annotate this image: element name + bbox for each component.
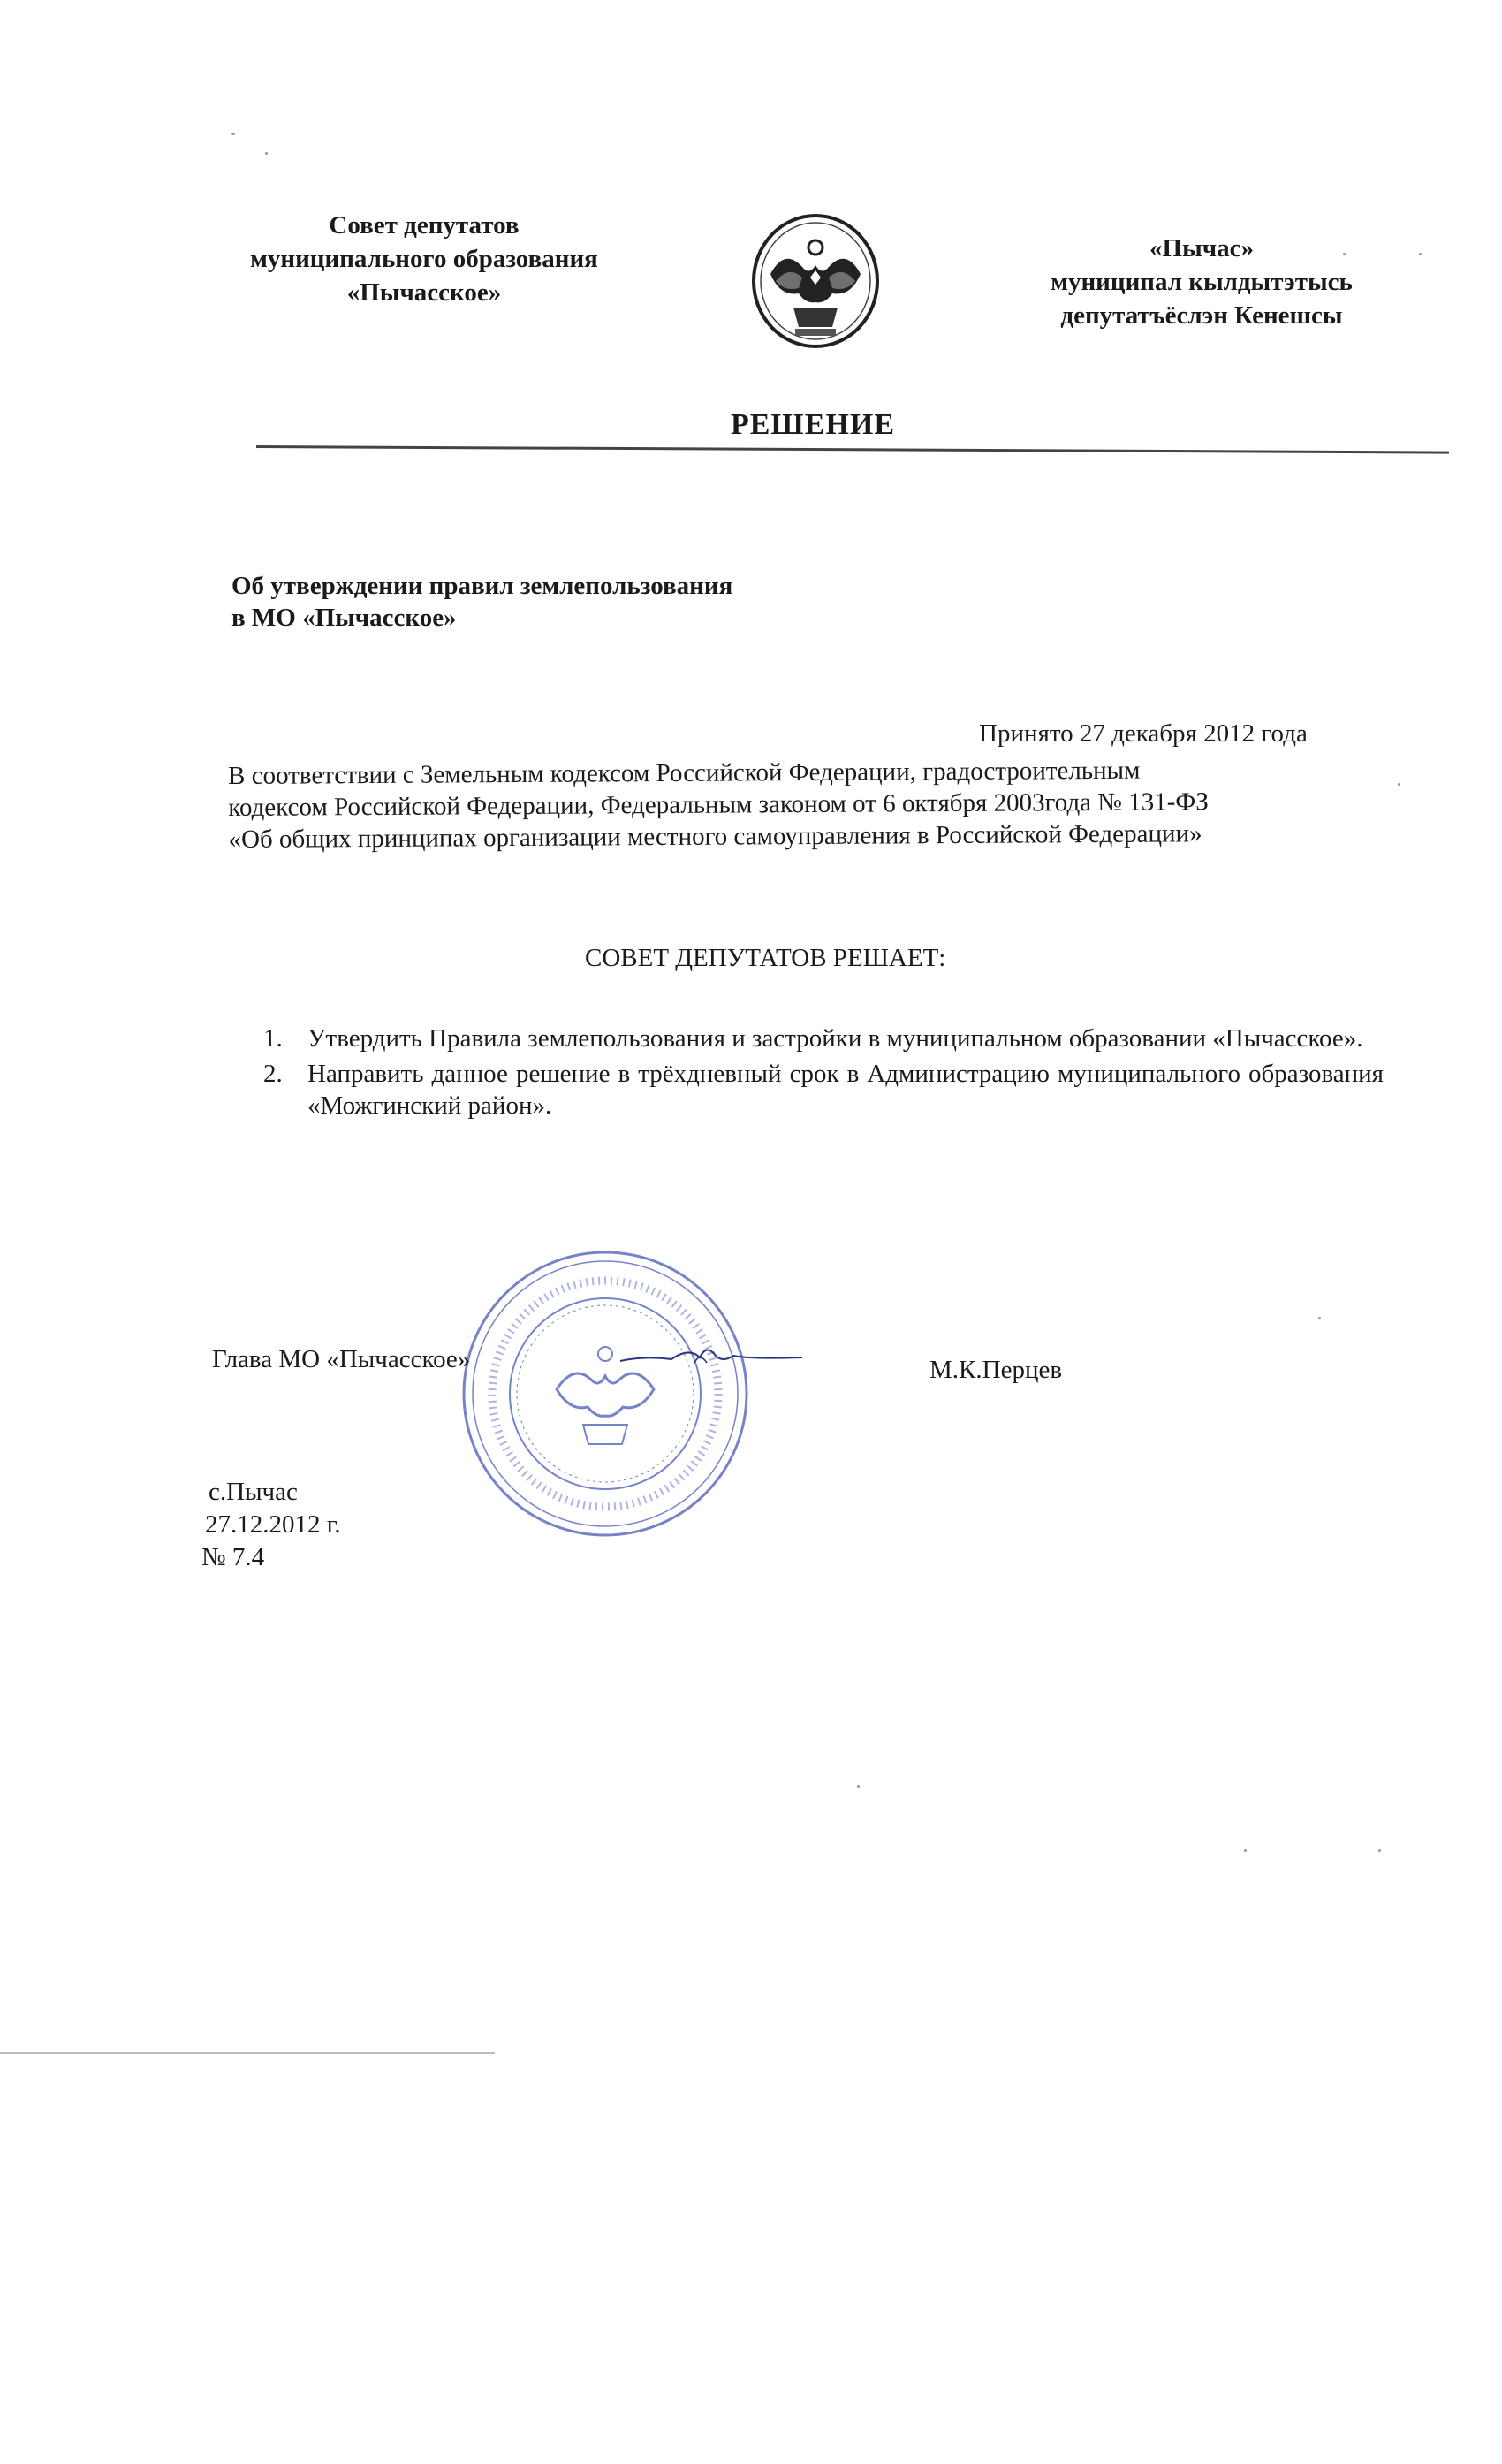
header-right-line: муниципал кылдытэтысь [1051, 268, 1353, 296]
scan-speck [231, 133, 235, 135]
handwritten-signature [618, 1336, 804, 1372]
resolve-heading: СОВЕТ ДЕПУТАТОВ РЕШАЕТ: [585, 944, 946, 972]
decision-item [263, 1023, 1384, 1054]
decision-list [263, 1023, 1384, 1125]
preamble-line: «Об общих принципах организации местного самоуправления в Российской Федерации» [228, 819, 1202, 854]
document-title: РЕШЕНИЕ [730, 408, 896, 441]
scan-speck [1343, 253, 1346, 255]
header-left-line: муниципального образования [250, 245, 598, 273]
document-subject [231, 570, 938, 634]
decision-number: 1. [263, 1024, 283, 1053]
header-rule [256, 445, 1449, 454]
adopted-date: Принято 27 декабря 2012 года [979, 719, 1308, 748]
header-left-line: «Пычасское» [346, 278, 502, 307]
scan-edge-line [0, 2052, 495, 2054]
header-right [998, 232, 1405, 332]
udmurtia-coat-of-arms-icon [740, 212, 891, 352]
footer-number: № 7.4 [201, 1543, 265, 1571]
preamble-line: В соответствии с Земельным кодексом Российской Федерации, градостроительным [228, 756, 1141, 790]
subject-line: в МО «Пычасское» [231, 604, 457, 632]
footer-date: 27.12.2012 г. [205, 1510, 341, 1539]
footer-place: с.Пычас [209, 1478, 298, 1506]
decision-number: 2. [263, 1060, 283, 1088]
preamble [228, 753, 1377, 856]
header-left [212, 209, 636, 309]
decision-item [263, 1058, 1384, 1122]
preamble-line: кодексом Российской Федерации, Федеральным законом от 6 октября 2003года № 131-ФЗ [228, 787, 1209, 822]
scan-speck [265, 152, 268, 155]
scan-speck [1419, 253, 1422, 255]
scan-speck [857, 1785, 860, 1788]
subject-line: Об утверждении правил землепользования [231, 572, 733, 600]
scan-speck [1378, 1849, 1381, 1852]
header-right-line: депутатъёслэн Кенешсы [1060, 301, 1343, 330]
official-stamp [459, 1248, 751, 1540]
signatory-position: Глава МО «Пычасское» [212, 1345, 471, 1373]
scan-speck [1318, 1317, 1321, 1319]
decision-text: Направить данное решение в трёхдневный срок в Администрацию муниципального образования «Можгинский район». [307, 1060, 1384, 1120]
decision-text: Утвердить Правила землепользования и застройки в муниципальном образовании «Пычасское». [307, 1024, 1363, 1053]
header-right-line: «Пычас» [1149, 234, 1254, 262]
scan-speck [1398, 783, 1400, 786]
header-left-line: Совет депутатов [329, 211, 520, 240]
scan-speck [1244, 1849, 1247, 1852]
signatory-name: М.К.Перцев [929, 1356, 1063, 1384]
